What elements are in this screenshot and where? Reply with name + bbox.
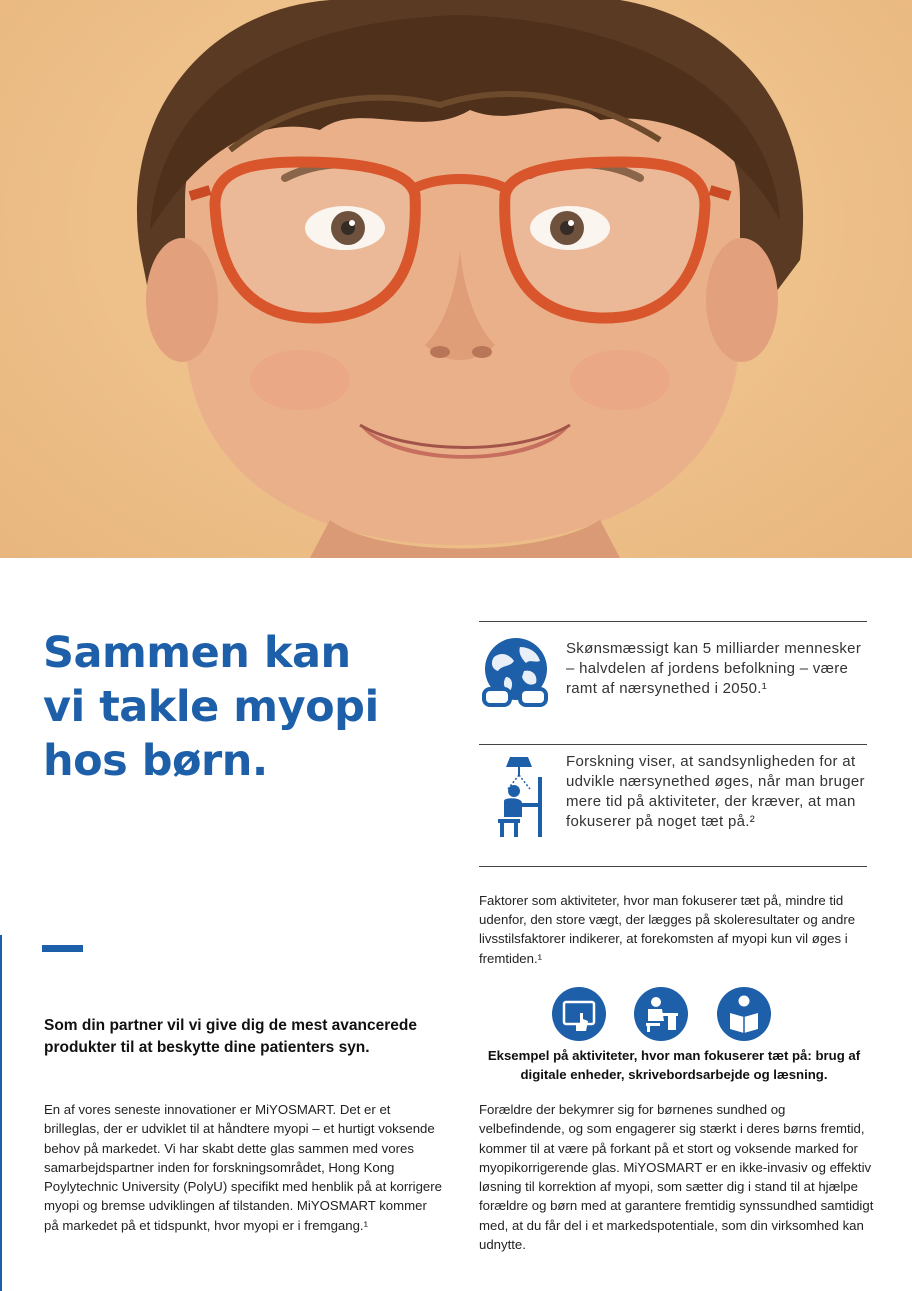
tablet-touch-icon: [552, 987, 606, 1041]
desk-work-icon: [634, 987, 688, 1041]
section-accent-dash: [42, 945, 83, 952]
boy-with-glasses-illustration: [0, 0, 912, 558]
hero-photo: [0, 0, 912, 558]
headline-line-1: Sammen kan: [43, 628, 351, 678]
page-headline: [43, 626, 443, 788]
headline-line-2: vi takle myopi: [43, 682, 379, 732]
stat-near-work-research: Forskning viser, at sandsynligheden for at udvikle nærsynethed øges, når man bruger mere tid på aktiviteter, der kræver, at man fokuserer på noget tæt på.²: [566, 753, 865, 830]
factors-paragraph: Faktorer som aktiviteter, hvor man fokuserer tæt på, mindre tid udenfor, den store vægt, der lægges på skoleresultater og andre livsstilsfaktorer indikerer, at forekomsten af myopi kun vil øges i fremtiden.¹: [479, 893, 856, 966]
stat-myopia-2050: Skønsmæssigt kan 5 milliarder mennesker – halvdelen af jordens befolkning – være ramt af nærsynethed i 2050.¹: [566, 640, 862, 697]
reading-book-icon: [717, 987, 771, 1041]
body-text-right: Forældre der bekymrer sig for børnenes sundhed og velbefindende, og som engagerer sig stærkt i deres børns fremtid, kommer til at være på forkant på et stort og voksende marked for myopikorrigerende glas. MiYOSMART er en ikke-invasiv og effektiv løsning til korrektion af myopi, som sætter dig i stand til at hjælpe forældre og børn med at garantere fremtidig synssundhed samtidigt med, at du får del i et markedspotentiale, som din virksomhed kan udnytte.: [479, 1102, 874, 1253]
lead-paragraph: Som din partner vil vi give dig de mest avancerede produkter til at beskytte dine patienters syn.: [44, 1017, 417, 1056]
person-at-desk-icon: [494, 755, 548, 846]
body-text-left: En af vores seneste innovationer er MiYOSMART. Det er et brilleglas, der er udviklet til at håndtere myopi – et hurtigt voksende behov på markedet. Vi har skabt dette glas sammen med vores samarbejdspartner inden for forskningsområdet, Hong Kong Poylytechnic University (PolyU) specifikt med henblik på at korrigere myopi og bremse udviklingen af tilstanden. MiYOSMART kommer på markedet på et tidspunkt, hvor myopi er i fremgang.¹: [44, 1102, 442, 1233]
divider-bottom: [479, 866, 867, 867]
divider-top: [479, 621, 867, 622]
left-edge-accent-line: [0, 935, 2, 1291]
activity-examples-caption: Eksempel på aktiviteter, hvor man fokuserer tæt på: brug af digitale enheder, skrivebordsarbejde og læsning.: [487, 1048, 861, 1082]
headline-line-3: hos børn.: [43, 736, 268, 786]
divider-middle: [479, 744, 867, 745]
globe-with-glasses-icon: [480, 637, 552, 716]
